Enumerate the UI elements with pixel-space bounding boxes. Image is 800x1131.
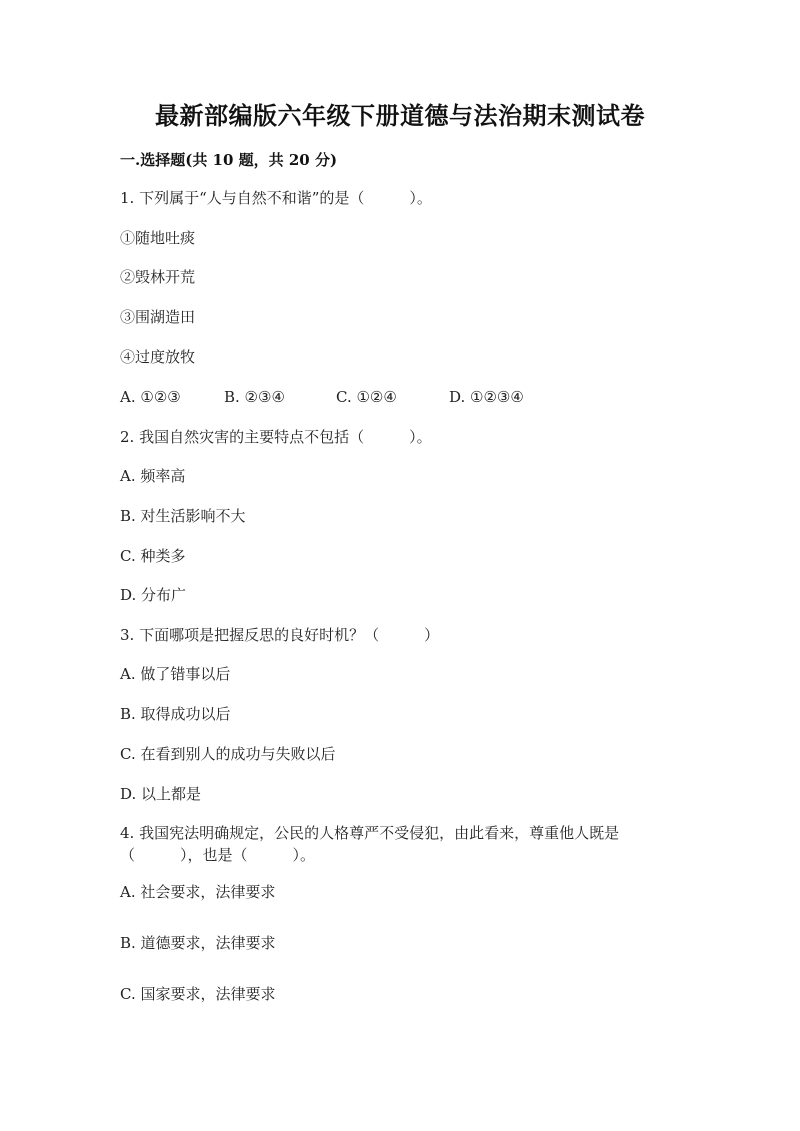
question-2-stem: 2. 我国自然灾害的主要特点不包括（ ）。 (120, 428, 432, 446)
question-3-stem: 3. 下面哪项是把握反思的良好时机？（ ） (120, 626, 440, 644)
question-1-choice-a: A. ①②③ (120, 388, 181, 406)
question-1-item-2: ②毁林开荒 (120, 268, 196, 286)
question-3-option-d: D. 以上都是 (120, 785, 202, 803)
question-1-choice-c: C. ①②④ (336, 388, 397, 406)
question-1-item-1: ①随地吐痰 (120, 229, 196, 247)
question-1-choices (120, 387, 524, 407)
question-3-option-c: C. 在看到别人的成功与失败以后 (120, 745, 336, 763)
question-3-option-b: B. 取得成功以后 (120, 705, 231, 723)
page-title: 最新部编版六年级下册道德与法治期末测试卷 (155, 101, 645, 130)
question-4-option-c: C. 国家要求，法律要求 (120, 985, 276, 1003)
question-1-stem: 1. 下列属于“人与自然不和谐”的是（ ）。 (120, 189, 432, 207)
question-3-option-a: A. 做了错事以后 (120, 665, 231, 683)
question-1-choice-d: D. ①②③④ (449, 388, 524, 406)
section-heading: 一.选择题(共 10 题，共 20 分) (120, 151, 338, 169)
question-1-choice-b: B. ②③④ (224, 388, 285, 406)
question-1-item-4: ④过度放牧 (120, 348, 196, 366)
question-2-option-c: C. 种类多 (120, 547, 186, 565)
question-2-option-b: B. 对生活影响不大 (120, 507, 246, 525)
question-2-option-d: D. 分布广 (120, 586, 187, 604)
question-2-option-a: A. 频率高 (120, 467, 186, 485)
question-4-stem: 4. 我国宪法明确规定，公民的人格尊严不受侵犯，由此看来，尊重他人既是 (120, 824, 620, 842)
question-4-option-a: A. 社会要求，法律要求 (120, 883, 276, 901)
question-4-option-b: B. 道德要求，法律要求 (120, 934, 276, 952)
question-1-item-3: ③围湖造田 (120, 308, 196, 326)
question-4-stem-continued: （ ），也是（ ）。 (120, 846, 316, 864)
